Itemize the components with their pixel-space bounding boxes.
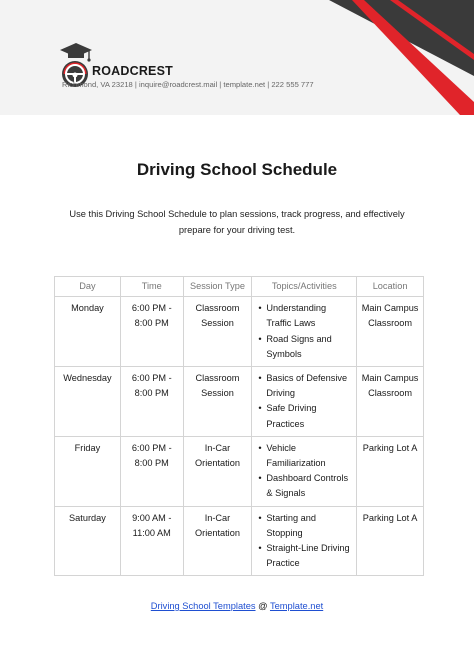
cell-time: 6:00 PM - 8:00 PM bbox=[120, 297, 183, 367]
cell-topics bbox=[252, 506, 357, 576]
topic-item: • Safe Driving Practices bbox=[255, 401, 353, 431]
site-link[interactable]: Template.net bbox=[269, 601, 324, 611]
column-header-day: Day bbox=[55, 277, 121, 297]
cell-topics bbox=[252, 436, 357, 506]
cell-day: Wednesday bbox=[55, 367, 121, 437]
column-header-location: Location bbox=[357, 277, 424, 297]
footer-separator: @ bbox=[255, 601, 270, 611]
topic-item: • Road Signs and Symbols bbox=[255, 332, 353, 362]
topic-item: • Dashboard Controls & Signals bbox=[255, 471, 353, 501]
cell-topics bbox=[252, 297, 357, 367]
header-band bbox=[0, 0, 474, 115]
cell-location: Parking Lot A bbox=[357, 436, 424, 506]
cell-session-type: In-Car Orientation bbox=[183, 506, 252, 576]
intro-paragraph: Use this Driving School Schedule to plan sessions, track progress, and effectively prepare for your driving test. bbox=[69, 209, 405, 235]
topic-item: • Understanding Traffic Laws bbox=[255, 301, 353, 331]
table-header-row bbox=[55, 277, 424, 297]
cell-day: Monday bbox=[55, 297, 121, 367]
templates-link[interactable]: Driving School Templates bbox=[150, 601, 256, 611]
column-header-time: Time bbox=[120, 277, 183, 297]
cell-day: Saturday bbox=[55, 506, 121, 576]
column-header-topics: Topics/Activities bbox=[252, 277, 357, 297]
topic-item: • Straight-Line Driving Practice bbox=[255, 541, 353, 571]
table-row bbox=[55, 297, 424, 367]
cell-location: Main Campus Classroom bbox=[357, 297, 424, 367]
contact-line: Richmond, VA 23218 | inquire@roadcrest.mail | template.net | 222 555 777 bbox=[62, 80, 314, 89]
brand-name: ROADCREST bbox=[92, 64, 173, 78]
table-row bbox=[55, 367, 424, 437]
cell-day: Friday bbox=[55, 436, 121, 506]
cell-session-type: Classroom Session bbox=[183, 297, 252, 367]
cell-time: 6:00 PM - 8:00 PM bbox=[120, 367, 183, 437]
topic-item: • Starting and Stopping bbox=[255, 511, 353, 541]
topic-item: • Basics of Defensive Driving bbox=[255, 371, 353, 401]
cell-session-type: Classroom Session bbox=[183, 367, 252, 437]
table-row bbox=[55, 436, 424, 506]
cell-location: Main Campus Classroom bbox=[357, 367, 424, 437]
table-row bbox=[55, 506, 424, 576]
footer bbox=[0, 601, 474, 611]
document-title: Driving School Schedule bbox=[136, 160, 338, 179]
topic-item: • Vehicle Familiarization bbox=[255, 441, 353, 471]
cell-topics bbox=[252, 367, 357, 437]
cell-time: 9:00 AM - 11:00 AM bbox=[120, 506, 183, 576]
column-header-session-type: Session Type bbox=[183, 277, 252, 297]
cell-session-type: In-Car Orientation bbox=[183, 436, 252, 506]
cell-time: 6:00 PM - 8:00 PM bbox=[120, 436, 183, 506]
schedule-table bbox=[54, 276, 424, 576]
cell-location: Parking Lot A bbox=[357, 506, 424, 576]
